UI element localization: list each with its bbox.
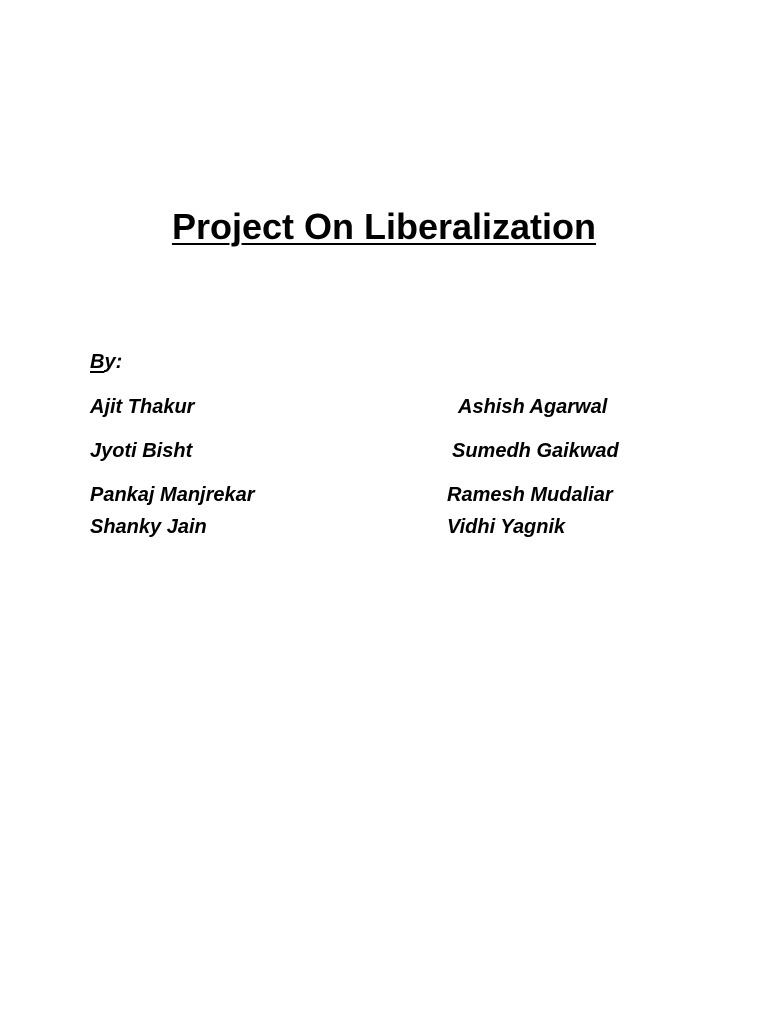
- author-name-right-3: Ramesh Mudaliar: [447, 484, 613, 506]
- by-label: [90, 349, 122, 375]
- author-name-right-1: Ashish Agarwal: [458, 396, 608, 418]
- author-name-left-4: Shanky Jain: [90, 516, 207, 538]
- author-name-left-1: Ajit Thakur: [90, 396, 195, 418]
- author-name-right-2: Sumedh Gaikwad: [452, 440, 619, 462]
- page-title: [0, 203, 768, 251]
- page-title-text: Project On Liberalization: [171, 206, 597, 247]
- by-label-rest: y:: [104, 351, 123, 373]
- by-label-initial: B: [90, 351, 105, 373]
- author-name-right-4: Vidhi Yagnik: [447, 516, 566, 538]
- author-name-left-2: Jyoti Bisht: [90, 440, 193, 462]
- author-name-left-3: Pankaj Manjrekar: [90, 484, 255, 506]
